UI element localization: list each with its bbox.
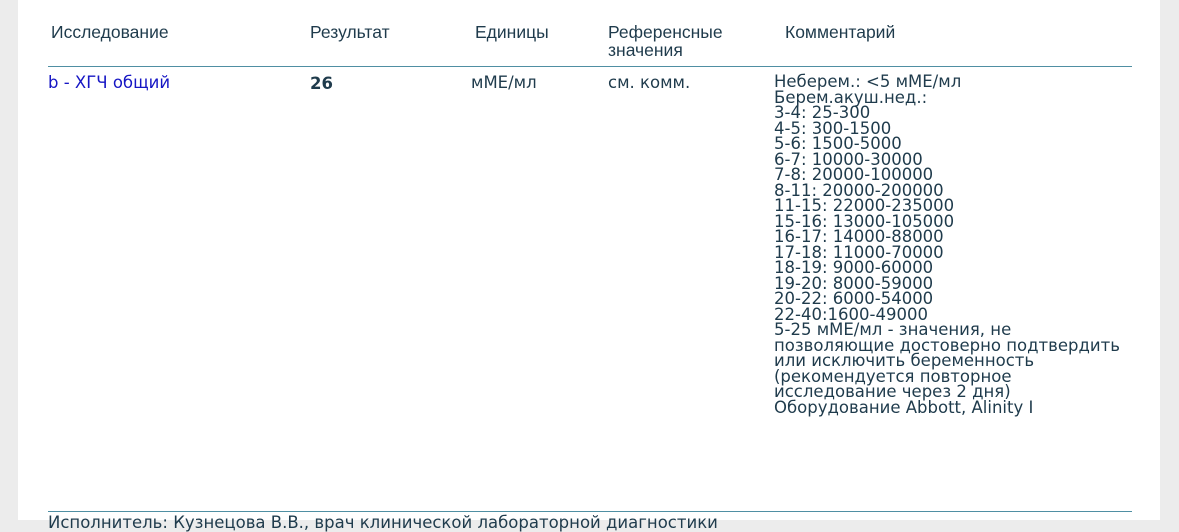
footer-performer: Исполнитель: Кузнецова В.В., врач клинической лабораторной диагностики [48, 513, 718, 532]
comment-line: 16-17: 14000-88000 [774, 227, 944, 246]
header-test: Исследование [51, 22, 169, 42]
comment-list [774, 74, 1144, 415]
comment-line: 3-4: 25-300 [774, 103, 871, 122]
reference-value: см. комм. [608, 73, 691, 92]
comment-line: Оборудование Abbott, Alinity I [774, 397, 1034, 417]
test-name[interactable]: b - ХГЧ общий [48, 73, 171, 92]
comment-line: 6-7: 10000-30000 [774, 149, 923, 169]
lab-report-page [18, 0, 1160, 532]
header-reference-line2: значения [608, 40, 683, 60]
comment-line: 11-15: 22000-235000 [774, 196, 955, 215]
row-divider [48, 511, 1132, 512]
comment-line: 5-25 мМЕ/мл - значения, не [774, 320, 1012, 339]
comment-line: 22-40:1600-49000 [774, 304, 928, 324]
comment-line: или исключить беременность [774, 351, 1035, 370]
comment-line: 18-19: 9000-60000 [774, 258, 934, 277]
comment-line: исследование через 2 дня) [774, 382, 1011, 401]
comment-line: Берем.акуш.нед.: [774, 87, 928, 107]
comment-line: 17-18: 11000-70000 [774, 242, 944, 262]
comment-line: 5-6: 1500-5000 [774, 134, 902, 153]
comment-line: (рекомендуется повторное [774, 366, 1012, 386]
result-value: 26 [310, 74, 333, 93]
header-comment: Комментарий [785, 22, 896, 42]
comment-line: 19-20: 8000-59000 [774, 273, 934, 293]
header-result: Результат [310, 22, 390, 42]
comment-line: 7-8: 20000-100000 [774, 165, 934, 184]
units-value: мМЕ/мл [471, 73, 537, 92]
comment-line: 20-22: 6000-54000 [774, 289, 934, 308]
comment-line: Неберем.: <5 мМЕ/мл [774, 72, 962, 91]
comment-line: 4-5: 300-1500 [774, 118, 892, 138]
comment-line: 15-16: 13000-105000 [774, 211, 955, 231]
header-divider [48, 66, 1132, 67]
comment-line: 8-11: 20000-200000 [774, 180, 944, 200]
header-reference-line1: Референсные [608, 22, 723, 42]
header-units: Единицы [475, 22, 549, 42]
comment-line: позволяющие достоверно подтвердить [774, 335, 1120, 355]
